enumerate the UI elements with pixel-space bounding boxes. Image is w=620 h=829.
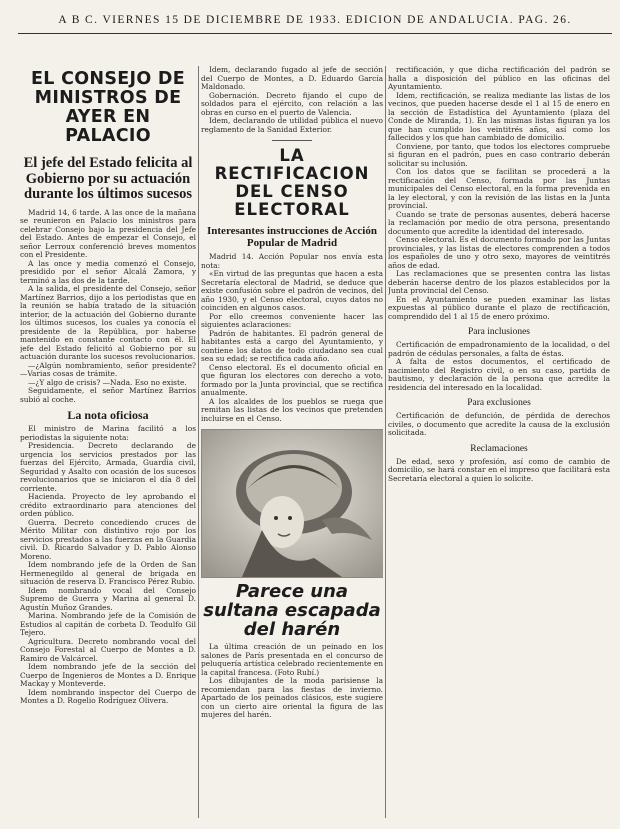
subheadline-consejo: El jefe del Estado felicita al Gobierno por su actuación durante los últimos sucesos xyxy=(23,155,193,202)
paragraph: El ministro de Marina facilitó a los periodistas la siguiente nota: xyxy=(20,424,196,442)
paragraph: Idem nombrando jefe de la sección del Cuerpo de Ingenieros de Montes a D. Enrique Mackay y Monteverde. xyxy=(20,662,196,688)
paragraph: Los dibujantes de la moda parisiense la recomiendan para las fiestas de invierno. Apartado de los peinados clásicos, este sugiere con un cierto aire oriental la figura de las mujeres del harén. xyxy=(201,676,383,719)
photo-headline: Parece una sultana escapada del harén xyxy=(203,581,381,640)
heading-inclusiones: Para inclusiones xyxy=(467,327,530,337)
paragraph: Gobernación. Decreto fijando el cupo de soldados para el ejército, con relación a las obras en curso en el puerto de Valencia. xyxy=(201,90,383,117)
paragraph: De edad, sexo y profesión, así como de cambio de domicilio, se hará constar en el impreso que facilitará esta Secretaría electoral a quien lo solicite. xyxy=(388,456,610,483)
subheadline-censo: Interesantes instrucciones de Acción Popular de Madrid xyxy=(207,225,377,249)
paragraph: Cuando se trate de personas ausentes, deberá hacerse la reclamación por medio de otra persona, presentando documento que acredite la identidad del interesado. xyxy=(388,209,610,236)
column-divider xyxy=(385,66,386,818)
paragraph: Padrón de habitantes. El padrón general de habitantes está a cargo del Ayuntamiento, y contiene los datos de todo ciudadano sea cual sea su edad; se rectifica cada año. xyxy=(201,328,383,363)
paragraph: Las reclamaciones que se presenten contra las listas deberán hacerse dentro de los plazos establecidos por la Junta provincial del Censo. xyxy=(388,269,610,295)
paragraph: rectificación, y que dicha rectificación del padrón se halla a disposición del público en las oficinas del Ayuntamiento. xyxy=(388,66,610,91)
paragraph: Idem nombrando jefe de la Orden de San Hermenegildo al general de brigada en situación de reserva D. Francisco Pérez Rubio. xyxy=(20,560,196,586)
paragraph: A la salida, el presidente del Consejo, señor Martínez Barrios, dijo a los periodistas que en la reunión se había tratado de la situación interior, de la actuación del Gobierno durante los últimos sucesos, los cuales ya conocía el presidente de la República, por haberse mantenido en constante contacto con él. El jefe del Estado felicitó al Gobierno por su actuación durante los sucesos revolucionarios. xyxy=(20,284,196,361)
heading-nota-oficiosa: La nota oficiosa xyxy=(67,408,149,422)
photo-caption: La última creación de un peinado en los salones de París presentada en el concurso de peluquería artística celebrado recientemente en la capital francesa. (Foto Rubí.) xyxy=(201,642,383,677)
header-rule xyxy=(18,33,612,34)
dateline: Madrid 14. Acción Popular nos envía esta nota: xyxy=(201,252,383,270)
paragraph: Idem nombrando inspector del Cuerpo de Montes a D. Rogelio Rodríguez Olivera. xyxy=(20,687,196,705)
paragraph: —¿Algún nombramiento, señor presidente? —Varias cosas de trámite. xyxy=(20,360,196,378)
column-left xyxy=(20,66,196,821)
paragraph: Con los datos que se facilitan se procederá a la rectificación del Censo, formada por las Juntas municipales del Censo electoral, en la forma prevenida en la ley electoral, y con la revisión de las listas en la Junta provincial. xyxy=(388,167,610,210)
heading-exclusiones: Para exclusiones xyxy=(467,398,531,408)
heading-reclamaciones: Reclamaciones xyxy=(470,443,528,454)
paragraph: Idem nombrando vocal del Consejo Supremo de Guerra y Marina al general D. Agustín Muñoz Grandes. xyxy=(20,585,196,612)
paragraph: Presidencia. Decreto declarando de urgencia los servicios prestados por las fuerzas del Ejército, Armada, Guardia civil, Seguridad y Asalto con ocasión de los sucesos revolucionarios que se iniciaron el día 8 del corriente. xyxy=(20,441,196,493)
paragraph: Idem, rectificación, se realiza mediante las listas de los vecinos, que pueden hacerse desde el 1 al 15 de enero en la sección de Estadística del Ayuntamiento (plaza del Conde de Miranda, 1). En las mismas listas figuran ya los que han cumplido los veintitrés años, así como los fallecidos y los que han cambiado de domicilio. xyxy=(388,90,610,142)
paragraph: Hacienda. Proyecto de ley aprobando el crédito extraordinario para atenciones del orden público. xyxy=(20,492,196,518)
paragraph: A las once y media comenzó el Consejo, presidido por el señor Alcalá Zamora, y terminó a las dos de la tarde. xyxy=(20,258,196,285)
paragraph: Idem, declarando de utilidad pública el nuevo reglamento de la Sanidad Exterior. xyxy=(201,116,383,134)
photo-illustration xyxy=(202,430,383,577)
paragraph: —¿Y algo de crisis? —Nada. Eso no existe. xyxy=(28,377,187,387)
paragraph: Agricultura. Decreto nombrando vocal del Consejo Forestal al Cuerpo de Montes a D. Ramiro de Valcárcel. xyxy=(20,636,196,663)
paragraph: Censo electoral. Es el documento formado por las Juntas provinciales, y las listas de electores comprenden a todos los españoles de uno y otro sexo, mayores de veintitrés años de edad. xyxy=(388,235,610,270)
paragraph: Madrid 14, 6 tarde. A las once de la mañana se reunieron en Palacio los ministros para celebrar Consejo bajo la presidencia del Jefe del Estado. Antes de empezar el Consejo, el señor Lerroux conferenció breves momentos con el Presidente. xyxy=(20,207,196,259)
column-right xyxy=(388,66,610,821)
paragraph: En el Ayuntamiento se pueden examinar las listas expuestas al público durante el plazo de rectificación, comprendido del 1 al 15 de enero próximo. xyxy=(388,294,610,321)
paragraph: A falta de estos documentos, el certificado de nacimiento del Registro civil, o en su caso, partida de bautismo, y declaración de la persona que acredite la residencia del interesado en la localidad. xyxy=(388,357,610,392)
paragraph: «En virtud de las preguntas que hacen a esta Secretaría electoral de Madrid, se deduce que existe confusión sobre el padrón de vecinos, del año 1930, y el Censo electoral, cuyos datos no coinciden en algunos casos. xyxy=(201,269,383,312)
paragraph: Censo electoral. Es el documento oficial en que figuran los electores con derecho a voto, formado por la Junta provincial, que se rectifica anualmente. xyxy=(201,362,383,397)
paragraph: Marina. Nombrando jefe de la Comisión de Estudios al capitán de corbeta D. Teodulfo Gil Tejero. xyxy=(20,611,196,637)
paragraph: Por ello creemos conveniente hacer las siguientes aclaraciones: xyxy=(201,311,383,329)
paragraph: Conviene, por tanto, que todos los electores compruebe si figuran en el padrón, pues en caso contrario deberán solicitar su inclusión. xyxy=(388,141,610,168)
paragraph: Certificación de defunción, de pérdida de derechos civiles, o documento que acredite la causa de la exclusión solicitada. xyxy=(388,411,610,437)
column-middle xyxy=(201,66,383,821)
headline-censo: LA RECTIFICACION DEL CENSO ELECTORAL xyxy=(214,146,370,219)
photo-sultana xyxy=(201,429,383,578)
paragraph: Seguidamente, el señor Martínez Barrios subió al coche. xyxy=(20,386,196,404)
paragraph: Certificación de empadronamiento de la localidad, o del padrón de cédulas personales, a falta de éstas. xyxy=(388,340,610,358)
paragraph: A los alcaldes de los pueblos se ruega que remitan las listas de los vecinos que pretenden incluirse en el Censo. xyxy=(201,396,383,423)
paragraph: Idem, declarando fugado al jefe de sección del Cuerpo de Montes, a D. Eduardo García Maldonado. xyxy=(201,66,383,91)
paragraph: Guerra. Decreto concediendo cruces de Mérito Militar con distintivo rojo por los servicios prestados a las fuerzas en la Guardia civil. D. Ricardo Salvador y D. Pablo Alonso Moreno. xyxy=(20,517,196,561)
page-header: A B C. VIERNES 15 DE DICIEMBRE DE 1933. EDICION DE ANDALUCIA. PAG. 26. xyxy=(58,14,572,26)
headline-consejo: EL CONSEJO DE MINISTROS DE AYER EN PALACIO xyxy=(31,69,185,146)
column-divider xyxy=(198,66,199,818)
separator-rule xyxy=(272,140,312,141)
